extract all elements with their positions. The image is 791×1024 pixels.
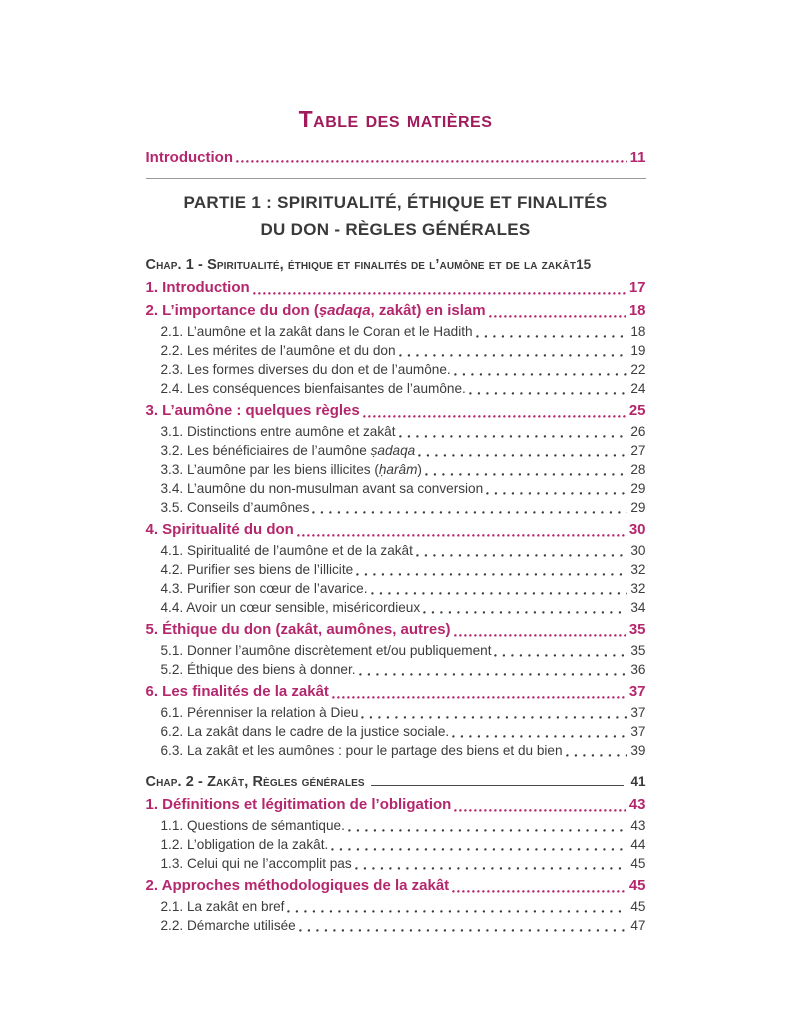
entry-page: 45 <box>630 856 646 871</box>
entry-label <box>161 579 368 598</box>
entry-label <box>161 479 484 498</box>
entry-page: 27 <box>630 443 646 458</box>
toc-entry <box>146 876 646 896</box>
entry-page: 19 <box>630 343 646 358</box>
entry-label <box>146 401 360 421</box>
entry-label <box>161 460 422 479</box>
entry-label-text: 3.5. Conseils d’aumônes <box>160 500 310 515</box>
toc-entry <box>146 682 646 702</box>
entry-page: 45 <box>630 899 646 914</box>
entry-label-text: , zakât) en islam <box>370 302 486 319</box>
entry-label-text: 1.1. Questions de sémantique. <box>160 818 345 833</box>
entry-page: 47 <box>630 918 646 933</box>
entry-label-text: 5.1. Donner l’aumône discrètement et/ou publiquement <box>160 643 492 658</box>
part-1-heading <box>146 189 646 243</box>
entry-label <box>146 795 452 815</box>
toc-entry <box>146 441 646 460</box>
entry-label-text: 3.4. L’aumône du non-musulman avant sa conversion <box>160 481 484 496</box>
entry-label-italic: ṣadaqa <box>370 443 416 458</box>
entry-label <box>161 498 310 517</box>
toc-entry <box>146 897 646 916</box>
entry-label <box>161 835 329 854</box>
entry-page: 25 <box>628 402 646 419</box>
entry-label <box>146 682 329 702</box>
entry-label <box>161 722 450 741</box>
entry-label <box>161 641 492 660</box>
dot-leader <box>236 158 627 163</box>
dot-leader <box>371 590 628 595</box>
entry-label <box>146 278 250 298</box>
entry-page: 34 <box>630 600 646 615</box>
dot-leader <box>469 390 628 395</box>
toc-entry <box>146 322 646 341</box>
entry-label-italic: ḥarâm <box>378 462 418 477</box>
entry-label-text: 6.2. La zakât dans le cadre de la justice sociale. <box>160 724 450 739</box>
chapter-section <box>146 774 646 935</box>
dot-leader <box>253 290 626 295</box>
toc-entry <box>146 854 646 873</box>
toc-entry <box>146 741 646 760</box>
dot-leader <box>416 552 627 557</box>
entry-label <box>161 322 473 341</box>
dot-leader <box>423 609 627 614</box>
dot-leader <box>425 471 627 476</box>
toc-entry <box>146 401 646 421</box>
part-heading-line1: PARTIE 1 : SPIRITUALITÉ, ÉTHIQUE ET FINALITÉS <box>183 193 608 212</box>
entry-label-text: 2.2. Démarche utilisée <box>160 918 296 933</box>
entry-label <box>161 703 359 722</box>
entry-label <box>161 441 416 460</box>
entry-page: 45 <box>628 877 646 894</box>
toc-entry <box>146 916 646 935</box>
dot-leader <box>331 846 627 851</box>
entry-page: 29 <box>630 481 646 496</box>
entry-page: 26 <box>630 424 646 439</box>
entry-label-text: 4.2. Purifier ses biens de l’illicite <box>160 562 354 577</box>
toc-content <box>146 0 646 935</box>
chapter-heading-page: 15 <box>576 257 592 272</box>
toc-entry <box>146 379 646 398</box>
toc-entry <box>146 835 646 854</box>
entry-label-text: 6.1. Pérenniser la relation à Dieu <box>160 705 359 720</box>
entry-label-text: 1. Définitions et légitimation de l’obligation <box>145 796 452 813</box>
entry-page: 29 <box>630 500 646 515</box>
toc-entry-introduction <box>146 149 646 166</box>
toc-entry <box>146 579 646 598</box>
entry-label-text: 2.1. L’aumône et la zakât dans le Coran et le Hadith <box>160 324 473 339</box>
entry-label <box>146 520 294 540</box>
entry-label-italic: ṣadaqa <box>318 302 371 319</box>
dot-leader <box>486 490 627 495</box>
entry-page: 17 <box>628 279 646 296</box>
toc-entry <box>146 816 646 835</box>
entry-label <box>161 660 356 679</box>
entry-label <box>161 897 285 916</box>
section-divider <box>146 178 646 179</box>
toc-entry <box>146 341 646 360</box>
entry-label-text: 4.4. Avoir un cœur sensible, miséricordieux <box>160 600 421 615</box>
entry-label <box>161 422 396 441</box>
entry-label-text: 1.3. Celui qui ne l’accomplit pas <box>160 856 352 871</box>
entry-label-text: 2.1. La zakât en bref <box>160 899 285 914</box>
dot-leader <box>399 352 628 357</box>
toc-entry <box>146 660 646 679</box>
page-title: Table des matières <box>298 106 493 132</box>
toc-entry <box>146 598 646 617</box>
dot-leader <box>332 694 626 699</box>
chapter-section <box>146 257 646 760</box>
entry-page: 30 <box>630 543 646 558</box>
dot-leader <box>476 333 628 338</box>
entry-label-text: 3.1. Distinctions entre aumône et zakât <box>160 424 396 439</box>
dot-leader <box>361 714 627 719</box>
entry-page: 18 <box>628 302 646 319</box>
toc-entry <box>146 360 646 379</box>
entry-label-text: 6. Les finalités de la zakât <box>145 683 329 700</box>
toc-entry <box>146 560 646 579</box>
entry-label <box>146 876 450 896</box>
dot-leader <box>454 371 628 376</box>
entry-label-text: 2.2. Les mérites de l’aumône et du don <box>160 343 396 358</box>
dot-leader <box>452 733 627 738</box>
part-heading-line2: DU DON - RÈGLES GÉNÉRALES <box>260 220 531 239</box>
entry-page: 35 <box>630 643 646 658</box>
entry-page: 37 <box>630 724 646 739</box>
toc-entry <box>146 301 646 321</box>
entry-label-text: 3.3. L’aumône par les biens illicites ( <box>160 462 379 477</box>
entry-page: 11 <box>629 149 646 166</box>
entry-label-text: 2.3. Les formes diverses du don et de l’aumône. <box>160 362 451 377</box>
entry-label <box>146 301 486 321</box>
entry-label-text: 3.2. Les bénéficiaires de l’aumône <box>160 443 371 458</box>
entry-page: 24 <box>630 381 646 396</box>
entry-label <box>161 560 354 579</box>
entry-label-text: ) <box>417 462 422 477</box>
entry-label-text: 5.2. Éthique des biens à donner. <box>160 662 356 677</box>
entry-page: 28 <box>630 462 646 477</box>
toc-entry <box>146 460 646 479</box>
entry-label-text: 1.2. L’obligation de la zakât. <box>160 837 329 852</box>
entry-page: 32 <box>630 581 646 596</box>
line-leader <box>371 785 625 786</box>
entry-page: 30 <box>628 521 646 538</box>
entry-page: 44 <box>630 837 646 852</box>
entry-label <box>161 341 396 360</box>
entry-label-text: 5. Éthique du don (zakât, aumônes, autres) <box>145 621 451 638</box>
dot-leader <box>312 509 627 514</box>
dot-leader <box>454 632 626 637</box>
entry-label: Introduction <box>145 149 233 166</box>
entry-label-text: 4.3. Purifier son cœur de l’avarice. <box>160 581 368 596</box>
toc-entry <box>146 278 646 298</box>
entry-label-text: 2.4. Les conséquences bienfaisantes de l’aumône. <box>160 381 466 396</box>
entry-label <box>161 741 563 760</box>
dot-leader <box>299 927 628 932</box>
entry-page: 43 <box>630 818 646 833</box>
entry-label <box>146 620 451 640</box>
dot-leader <box>566 752 628 757</box>
toc-entry <box>146 703 646 722</box>
chapter-heading-label: Chap. 2 - Zakât, Règles générales <box>145 774 365 790</box>
dot-leader <box>489 313 626 318</box>
entry-page: 36 <box>630 662 646 677</box>
chapters <box>146 257 646 935</box>
entry-label <box>161 598 421 617</box>
toc-entry <box>146 795 646 815</box>
dot-leader <box>287 908 627 913</box>
dot-leader <box>452 888 626 893</box>
entry-page: 18 <box>630 324 646 339</box>
entry-label <box>161 854 352 873</box>
toc-entry <box>146 498 646 517</box>
dot-leader <box>348 827 627 832</box>
chapter-heading <box>146 257 646 273</box>
toc-entry <box>146 520 646 540</box>
entry-label <box>161 379 466 398</box>
toc-entry <box>146 422 646 441</box>
toc-entry <box>146 541 646 560</box>
chapter-heading-page: 41 <box>630 774 646 789</box>
entry-label-text: 6.3. La zakât et les aumônes : pour le partage des biens et du bien <box>160 743 563 758</box>
chapter-heading-label: Chap. 1 - Spiritualité, éthique et finalités de l’aumône et de la zakât <box>145 257 577 273</box>
dot-leader <box>454 807 625 812</box>
entry-label-text: 3. L’aumône : quelques règles <box>145 402 360 419</box>
dot-leader <box>399 433 628 438</box>
entry-page: 37 <box>628 683 646 700</box>
dot-leader <box>418 452 627 457</box>
dot-leader <box>494 652 627 657</box>
toc-entry <box>146 641 646 660</box>
entry-label <box>161 360 451 379</box>
entry-label-text: 2. L’importance du don ( <box>145 302 319 319</box>
toc-entry <box>146 620 646 640</box>
entry-page: 32 <box>630 562 646 577</box>
entry-page: 35 <box>628 621 646 638</box>
entry-label <box>161 541 413 560</box>
toc-entry <box>146 479 646 498</box>
dot-leader <box>297 532 626 537</box>
toc-entry <box>146 722 646 741</box>
dot-leader <box>363 413 626 418</box>
chapter-heading <box>146 774 646 790</box>
entry-label-text: 4.1. Spiritualité de l’aumône et de la zakât <box>160 543 413 558</box>
dot-leader <box>356 571 627 576</box>
dot-leader <box>359 671 628 676</box>
entry-label <box>161 816 345 835</box>
entry-page: 22 <box>630 362 646 377</box>
entry-page: 39 <box>630 743 646 758</box>
entry-page: 37 <box>630 705 646 720</box>
entry-label <box>161 916 296 935</box>
entry-label-text: 2. Approches méthodologiques de la zakât <box>145 877 450 894</box>
entry-label-text: 1. Introduction <box>145 279 250 296</box>
entry-page: 43 <box>628 796 646 813</box>
dot-leader <box>355 865 628 870</box>
entry-label-text: 4. Spiritualité du don <box>145 521 294 538</box>
